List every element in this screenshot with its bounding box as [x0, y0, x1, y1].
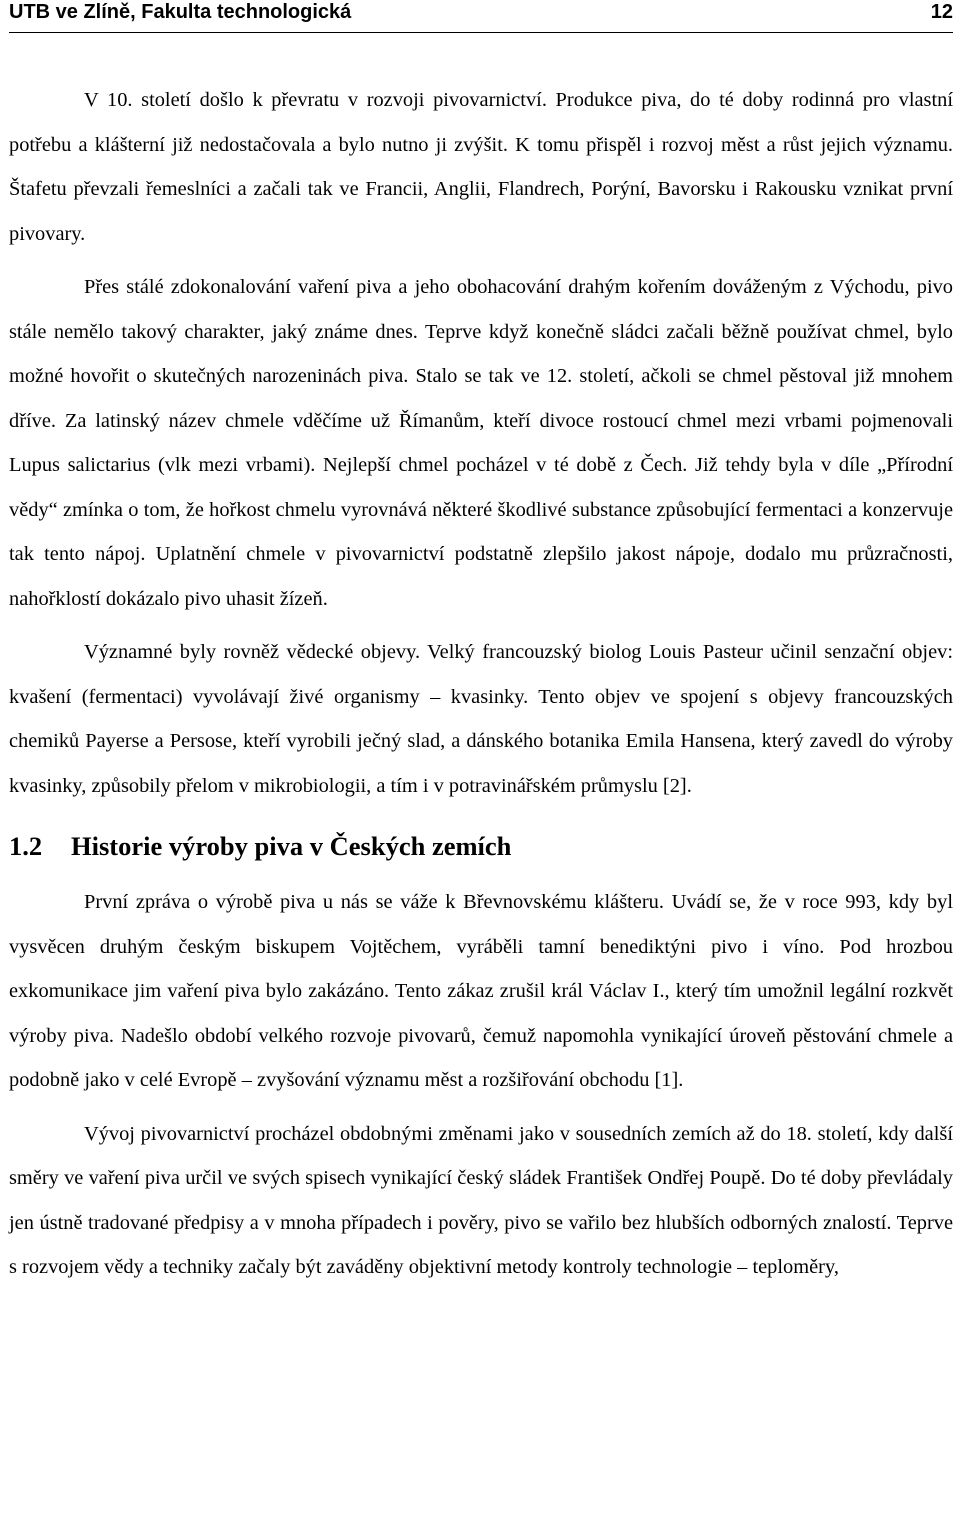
page-number: 12	[930, 1, 953, 23]
paragraph: První zpráva o výrobě piva u nás se váže k Břevnovskému klášteru. Uvádí se, že v roce 993, kdy byl vysvěcen druhým českým biskupem Vojtěchem, vyráběli tamní benediktýni pivo i víno. Pod hrozbou exkomunikace jim vaření piva bylo zakázáno. Tento zákaz zrušil král Václav I., který tím umožnil legální rozkvět výroby piva. Nadešlo období velkého rozvoje pivovarů, čemuž napomohla vynikající úroveň pěstování chmele a podobně jako v celé Evropě – zvyšování významu měst a rozšiřování obchodu [1].	[9, 891, 953, 1091]
paragraph: V 10. století došlo k převratu v rozvoji pivovarnictví. Produkce piva, do té doby rodinná pro vlastní potřebu a klášterní již nedostačovala a bylo nutno ji zvýšit. K tomu přispěl i rozvoj měst a růst jejich významu. Štafetu převzali řemeslníci a začali tak ve Francii, Anglii, Flandrech, Porýní, Bavorsku i Rakousku vznikat první pivovary.	[9, 89, 953, 245]
section-title: Historie výroby piva v Českých zemích	[71, 831, 512, 861]
header-title: UTB ve Zlíně, Fakulta technologická	[9, 1, 352, 23]
body-text	[9, 78, 953, 1290]
paragraph: Významné byly rovněž vědecké objevy. Velký francouzský biolog Louis Pasteur učinil senzační objev: kvašení (fermentaci) vyvolávají živé organismy – kvasinky. Tento objev ve spojení s objevy francouzských chemiků Payerse a Persose, kteří vyrobili ječný slad, a dánského botanika Emila Hansena, který zavedl do výroby kvasinky, způsobily přelom v mikrobiologii, a tím i v potravinářském průmyslu [2].	[9, 641, 953, 797]
paragraph: Přes stálé zdokonalování vaření piva a jeho obohacování drahým kořením dováženým z Východu, pivo stále nemělo takový charakter, jaký známe dnes. Teprve když konečně sládci začali běžně používat chmel, bylo možné hovořit o skutečných narozeninách piva. Stalo se tak ve 12. století, ačkoli se chmel pěstoval již mnohem dříve. Za latinský název chmele vděčíme už Římanům, kteří divoce rostoucí chmel mezi vrbami pojmenovali Lupus salictarius (vlk mezi vrbami). Nejlepší chmel pocházel v té době z Čech. Již tehdy byla v díle „Přírodní vědy“ zmínka o tom, že hořkost chmelu vyrovnává některé škodlivé substance způsobující fermentaci a konzervuje tak tento nápoj. Uplatnění chmele v pivovarnictví podstatně zlepšilo jakost nápoje, dodalo mu průzračnosti, nahořklostí dokázalo pivo uhasit žízeň.	[9, 276, 953, 610]
page-header	[9, 0, 953, 33]
section-number: 1.2	[9, 831, 43, 861]
section-heading	[9, 828, 953, 864]
document-page	[9, 0, 953, 1299]
paragraph: Vývoj pivovarnictví procházel obdobnými změnami jako v sousedních zemích až do 18. století, kdy další směry ve vaření piva určil ve svých spisech vynikající český sládek František Ondřej Poupě. Do té doby převládaly jen ústně tradované předpisy a v mnoha případech i pověry, pivo se vařilo bez hlubších odborných znalostí. Teprve s rozvojem vědy a techniky začaly být zaváděny objektivní metody kontroly technologie – teploměry,	[9, 1122, 953, 1278]
